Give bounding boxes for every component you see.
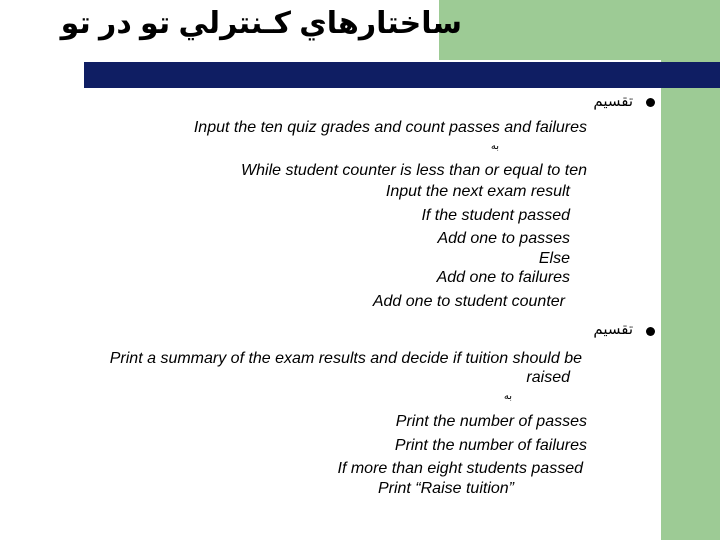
section-2-label: تقسيم xyxy=(593,321,633,338)
slide-title: ساختارهاي کـنترلي تو در تو xyxy=(60,7,462,40)
section-1-label: تقسيم xyxy=(593,93,633,110)
section-2-line-3: If more than eight students passed xyxy=(337,460,583,477)
section-1-line-4: Add one to passes xyxy=(437,230,570,247)
section-1-heading: Input the ten quiz grades and count passes and failures xyxy=(193,119,587,136)
section-2-heading-line-2: raised xyxy=(526,369,570,386)
section-1-line-7: Add one to student counter xyxy=(372,293,565,310)
section-2-heading-line-1: Print a summary of the exam results and decide if tuition should be xyxy=(109,350,582,367)
section-2-line-2: Print the number of failures xyxy=(394,437,587,454)
section-1-line-2: Input the next exam result xyxy=(385,183,570,200)
section-1-line-1: While student counter is less than or equal to ten xyxy=(241,162,587,179)
section-1-line-6: Add one to failures xyxy=(436,269,570,286)
blue-header-bar xyxy=(84,62,720,88)
section-2-line-4: Print “Raise tuition” xyxy=(377,480,514,497)
bullet-1 xyxy=(646,98,655,107)
section-2-connector: به xyxy=(503,391,512,402)
section-1-line-5: Else xyxy=(538,250,570,267)
section-1-line-3: If the student passed xyxy=(421,207,570,224)
bullet-2 xyxy=(646,327,655,336)
section-1-connector: به xyxy=(490,141,499,152)
section-2-line-1: Print the number of passes xyxy=(395,413,587,430)
